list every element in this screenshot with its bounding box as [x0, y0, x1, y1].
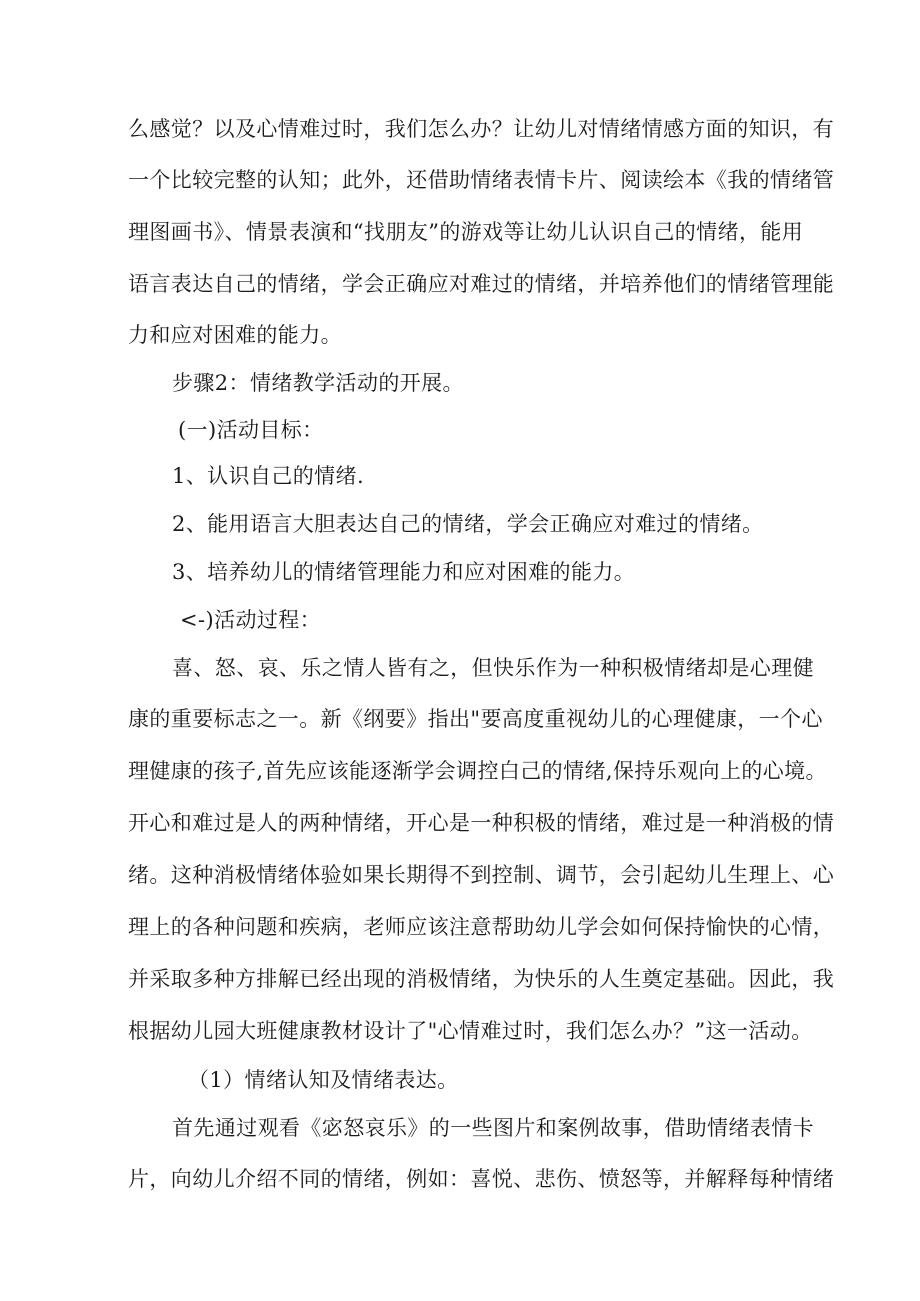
- paragraph-line: 理上的各种问题和疾病，老师应该注意帮助幼儿学会如何保持愉快的心情，: [128, 915, 835, 939]
- paragraph-line: 理健康的孩子,首先应该能逐渐学会调控白己的情绪,保持乐观向上的心境。: [128, 759, 827, 783]
- section-heading-goals: (一)活动目标：: [178, 418, 324, 442]
- paragraph-line: 根据幼儿园大班健康教材设计了"心情难过时，我们怎么办？”这一活动。: [128, 1019, 813, 1043]
- paragraph-line: 理图画书》、情景表演和“找朋友”的游戏等让幼儿认识自己的情绪，能用: [128, 220, 804, 244]
- paragraph-line: 开心和难过是人的两种情绪，开心是一种积极的情绪，难过是一种消极的情: [128, 811, 835, 835]
- paragraph-line: 语言表达自己的情绪，学会正确应对难过的情绪，并培养他们的情绪管理能: [128, 272, 835, 296]
- step-heading: 步骤2：情绪教学活动的开展。: [172, 371, 464, 395]
- paragraph-line: 并采取多种方排解已经出现的消极情绪，为快乐的人生奠定基础。因此，我: [128, 967, 835, 991]
- goal-item: 1、认识自己的情绪.: [172, 464, 365, 488]
- paragraph-line: 喜、怒、哀、乐之情人皆有之，但快乐作为一种积极情绪却是心理健: [172, 656, 814, 680]
- paragraph-line: 么感觉？以及心情难过时，我们怎么办？让幼儿对情绪情感方面的知识，有: [128, 117, 835, 141]
- subsection-heading: （1）情绪认知及情绪表达。: [188, 1068, 459, 1092]
- section-heading-process: <-)活动过程：: [180, 608, 322, 632]
- paragraph-line: 绪。这种消极情绪体验如果长期得不到控制、调节，会引起幼儿生理上、心: [128, 863, 835, 887]
- paragraph-line: 首先通过观看《宓怒哀乐》的一些图片和案例故事，借助情绪表情卡: [172, 1116, 814, 1140]
- goal-item: 3、培养幼儿的情绪管理能力和应对困难的能力。: [172, 560, 636, 584]
- paragraph-line: 片，向幼儿介绍不同的情绪，例如：喜悦、悲伤、愤怒等，并解释每种情绪: [128, 1167, 835, 1191]
- paragraph-line: 力和应对困难的能力。: [128, 323, 342, 347]
- paragraph-line: 康的重要标志之一。新《纲要》指出"要高度重视幼儿的心理健康，一个心: [128, 707, 823, 731]
- goal-item: 2、能用语言大胆表达自己的情绪，学会正确应对难过的情绪。: [172, 512, 764, 536]
- paragraph-line: 一个比较完整的认知；此外，还借助情绪表情卡片、阅读绘本《我的情绪管: [128, 168, 835, 192]
